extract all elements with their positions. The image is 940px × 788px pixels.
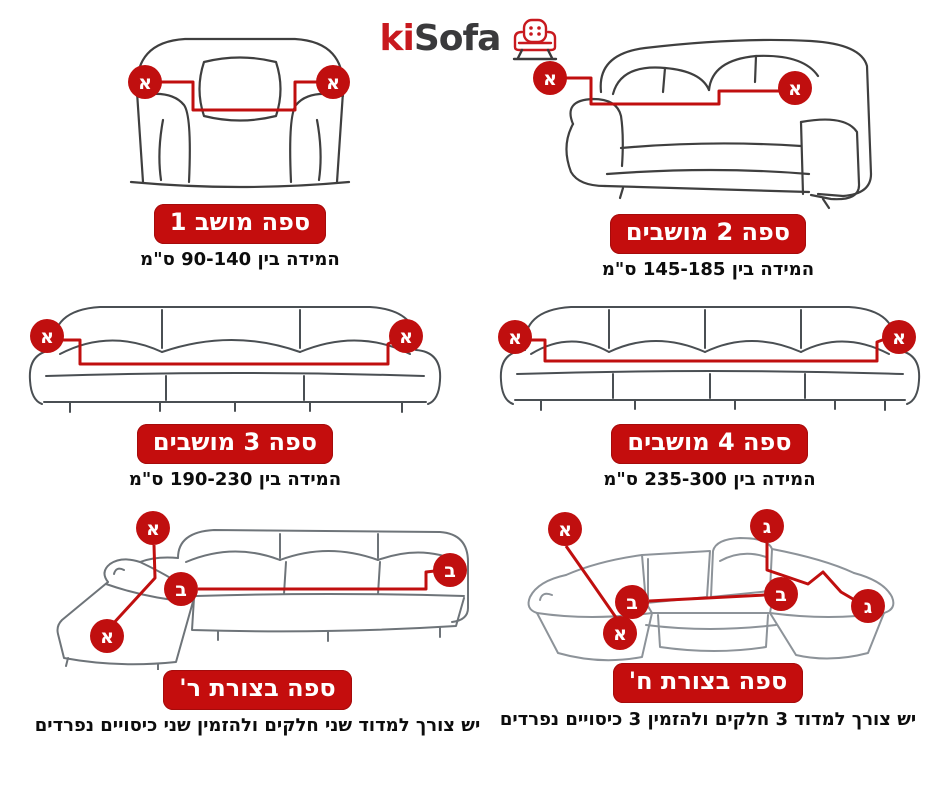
brand-name-dark: Sofa [413, 18, 501, 59]
sofa-outline [131, 39, 349, 187]
svg-text:א: א [399, 326, 413, 348]
card-two-seat [478, 14, 938, 280]
svg-text:א: א [891, 327, 906, 349]
svg-text:ב: ב [626, 592, 638, 614]
svg-text:א: א [507, 327, 522, 349]
svg-text:א: א [613, 623, 627, 645]
section-title-banner: ספה 3 מושבים [137, 424, 333, 464]
svg-text:ב: ב [775, 584, 787, 606]
sofa-outline [57, 530, 468, 670]
section-measurement-text: המידה בין 190-230 ס"מ [128, 468, 342, 490]
card-three-seat [5, 290, 465, 490]
u-shape-sofa-diagram [480, 505, 936, 663]
svg-text:א: א [558, 519, 572, 541]
measure-overlay [128, 65, 350, 110]
section-title-banner: ספה מושב 1 [154, 204, 326, 244]
svg-text:ב: ב [174, 579, 187, 601]
section-title-banner: ספה בצורת ח' [613, 663, 804, 703]
l-shape-sofa-diagram [28, 500, 488, 670]
svg-text:א: א [99, 626, 114, 648]
section-measurement-text: יש צורך למדוד שני חלקים ולהזמין שני כיסויים נפרדים [34, 714, 481, 736]
sofa-outline [500, 307, 918, 410]
svg-text:א: א [138, 72, 152, 94]
section-measurement-text: המידה בין 90-140 ס"מ [140, 248, 340, 270]
card-one-seat [10, 12, 470, 270]
measure-overlay [498, 320, 916, 361]
svg-text:א: א [40, 326, 54, 348]
svg-text:א: א [145, 518, 160, 540]
two-seat-sofa-diagram [513, 14, 903, 214]
three-seat-sofa-diagram [10, 290, 460, 424]
card-u-shape [480, 505, 936, 732]
svg-text:א: א [326, 72, 340, 94]
measure-overlay [533, 61, 812, 105]
section-title-banner: ספה 4 מושבים [611, 424, 807, 464]
svg-text:ג: ג [863, 596, 873, 618]
svg-text:א: א [543, 68, 557, 90]
svg-text:ג: ג [762, 516, 772, 538]
one-seat-sofa-diagram [105, 12, 375, 204]
card-l-shape [0, 500, 515, 736]
section-measurement-text: המידה בין 235-300 ס"מ [603, 468, 816, 490]
brand-name-red: ki [379, 18, 414, 59]
sofa-outline [566, 40, 871, 208]
section-title-banner: ספה 2 מושבים [610, 214, 806, 254]
svg-text:א: א [788, 78, 802, 100]
four-seat-sofa-diagram [485, 290, 935, 424]
section-title-banner: ספה בצורת ר' [163, 670, 351, 710]
sofa-outline [30, 307, 440, 412]
section-measurement-text: המידה בין 145-185 ס"מ [601, 258, 815, 280]
svg-text:ב: ב [443, 560, 456, 582]
card-four-seat [482, 290, 937, 490]
section-measurement-text: יש צורך למדוד 3 חלקים ולהזמין 3 כיסויים נפרדים [499, 708, 917, 730]
